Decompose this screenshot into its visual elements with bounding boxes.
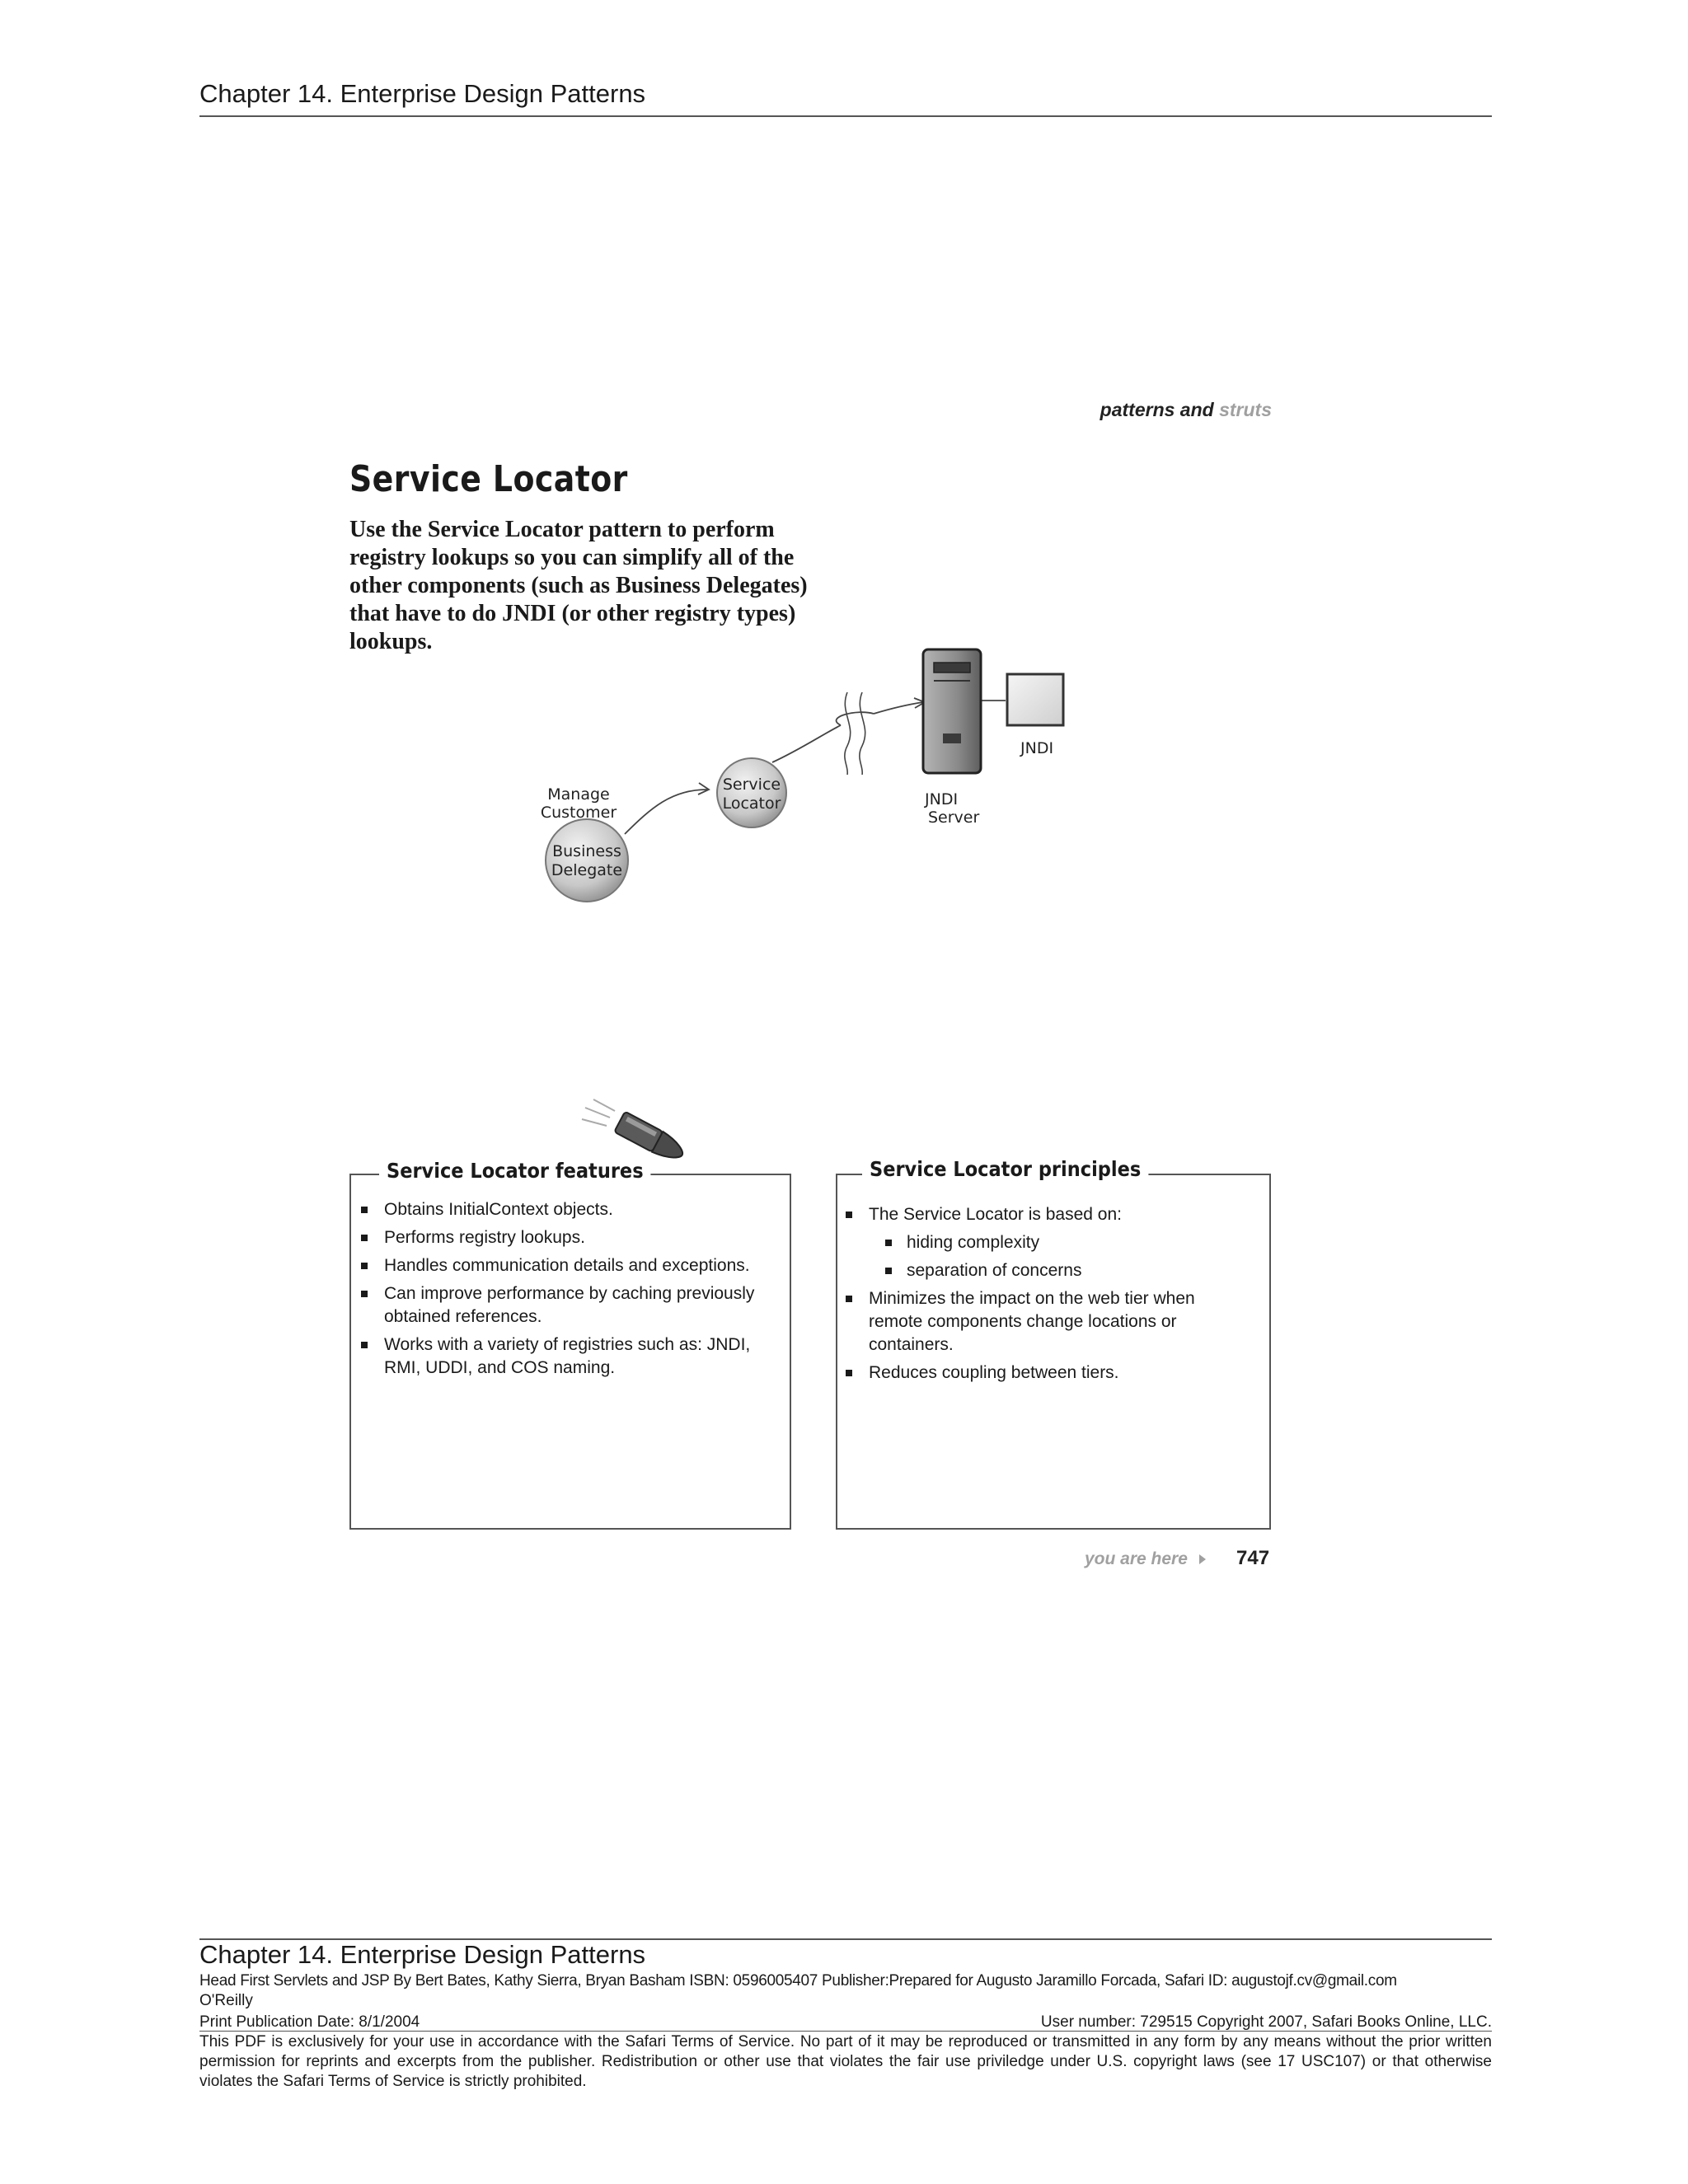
business-delegate-ball xyxy=(546,819,628,902)
list-item: Performs registry lookups. xyxy=(353,1226,765,1249)
running-head-strong: patterns and xyxy=(1100,399,1214,420)
features-list xyxy=(353,1198,765,1385)
label-jndi: JNDI xyxy=(1020,739,1054,757)
page-number: 747 xyxy=(1236,1547,1270,1569)
arrow-delegate-to-locator xyxy=(625,790,707,834)
label-locator: Locator xyxy=(722,794,781,813)
you-are-here: you are here xyxy=(1085,1549,1188,1568)
label-customer: Customer xyxy=(540,804,617,822)
jndi-registry-icon xyxy=(1007,674,1063,725)
running-head-muted: struts xyxy=(1219,399,1272,420)
section-title: Service Locator xyxy=(349,458,628,500)
label-jndi-server-1: JNDI xyxy=(925,790,959,808)
label-manage: Manage xyxy=(547,785,610,804)
footer-pub-date: Print Publication Date: 8/1/2004 xyxy=(199,2013,420,2031)
list-item xyxy=(837,1203,1250,1282)
footer-legal: This PDF is exclusively for your use in accordance with the Safari Terms of Service. No part of it may be reproduced or transmitted in any form by any means without the prior written permission for reprints and excerpts from the publisher. Redistribution or other use that violates the fair use priviledge under U.S. copyright laws (see 17 USC107) or that otherwise violates the Safari Terms of Service is strictly prohibited. xyxy=(199,2033,1492,2090)
label-business: Business xyxy=(552,842,621,860)
label-delegate: Delegate xyxy=(551,861,623,879)
list-item: Can improve performance by caching previously obtained references. xyxy=(353,1282,765,1329)
list-item: Minimizes the impact on the web tier when remote components change locations or containers. xyxy=(837,1287,1250,1357)
principle-based-on: The Service Locator is based on: xyxy=(869,1205,1123,1224)
label-jndi-server-2: Server xyxy=(928,808,980,827)
footer-user-line: User number: 729515 Copyright 2007, Safari Books Online, LLC. xyxy=(1040,2013,1492,2031)
header-rule xyxy=(199,115,1492,117)
running-head xyxy=(1100,399,1272,421)
jndi-server-icon xyxy=(923,649,981,773)
network-break-1 xyxy=(845,692,851,775)
list-item: Works with a variety of registries such as: JNDI, RMI, UDDI, and COS naming. xyxy=(353,1333,765,1380)
network-break-2 xyxy=(860,692,865,775)
features-box-title: Service Locator features xyxy=(379,1159,651,1183)
list-item: Reduces coupling between tiers. xyxy=(837,1361,1250,1385)
list-item: hiding complexity xyxy=(869,1231,1250,1254)
triangle-right-icon xyxy=(1198,1553,1207,1566)
list-item: Obtains InitialContext objects. xyxy=(353,1198,765,1221)
footer-book-line: Head First Servlets and JSP By Bert Bates, Kathy Sierra, Bryan Basham ISBN: 0596005407 Publisher:Prepared for Augusto Jaramillo Forcada, Safari ID: augustojf.cv@gmail.com xyxy=(199,1972,1397,1990)
label-service: Service xyxy=(722,776,781,794)
footer-rule-bottom xyxy=(199,2031,1492,2032)
section-intro: Use the Service Locator pattern to perform registry lookups so you can simplify all of the other components (such as Business Delegates) that have to do JNDI (or other registry types) lookups. xyxy=(349,517,808,654)
footer-chapter-title: Chapter 14. Enterprise Design Patterns xyxy=(199,1940,646,1969)
list-item: separation of concerns xyxy=(869,1259,1250,1282)
arrow-locator-to-network xyxy=(772,725,841,762)
chapter-header: Chapter 14. Enterprise Design Patterns xyxy=(199,79,646,108)
arrow-head-1 xyxy=(698,783,709,794)
principles-list xyxy=(837,1203,1250,1390)
principles-box-title: Service Locator principles xyxy=(862,1157,1148,1181)
service-locator-diagram xyxy=(495,643,1121,923)
principles-sublist xyxy=(869,1231,1250,1282)
list-item: Handles communication details and exceptions. xyxy=(353,1254,765,1277)
footer-publisher: O'Reilly xyxy=(199,1992,253,2009)
